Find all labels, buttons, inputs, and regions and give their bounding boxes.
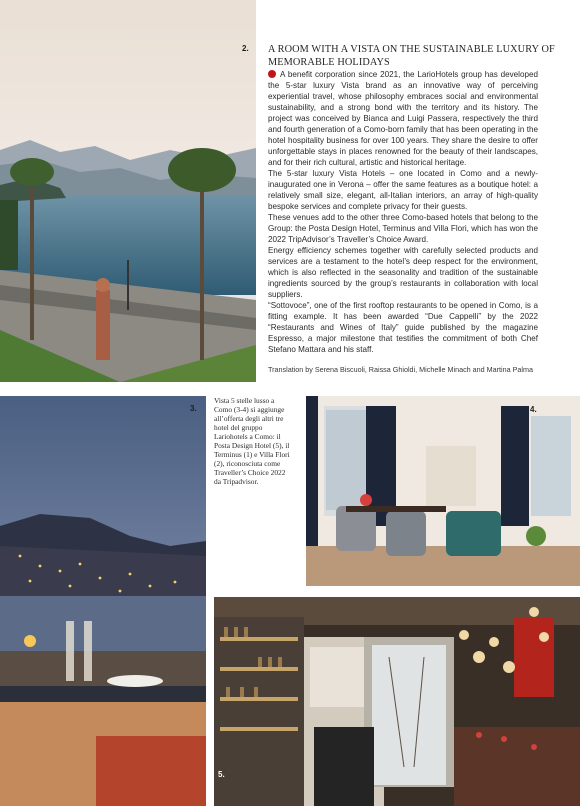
bar-restaurant-photo: [214, 597, 580, 806]
paragraph: A benefit corporation since 2021, the LarioHotels group has developed the 5-star luxury Vista brand as an innovative way of perceiving experiential travel, whose philosophy embraces social and environmental sustainability, and a strong bond with the territory and its history. The project was conceived by Bianca and Luigi Passera, respectively the third and fourth generation of a Como-born family that has been operating in the hotel hospitality business for over 100 years. They share the desire to offer unforgettable stays in places renowned for the beauty of their landscapes, and for their rich cultural, artistic and historical heritage.: [268, 70, 538, 167]
article-number: 2.: [242, 44, 249, 53]
photo-number-4: 4.: [530, 405, 537, 414]
article-title: A ROOM WITH A VISTA ON THE SUSTAINABLE LUXURY OF MEMORABLE HOLIDAYS: [268, 44, 555, 68]
paragraph: Energy efficiency schemes together with carefully selected products and services are a testament to the hotel’s deep respect for the environment, which is also reflected in the seasonality and tradition of the sustainable ingredients sourced by the group’s restaurants in collaboration with local suppliers.: [268, 246, 538, 299]
paragraph: The 5-star luxury Vista Hotels – one located in Como and a newly-inaugurated one in Verona – offer the same features as a boutique hotel: a relatively small size, elegant, all-Italian interiors, an array of high-quality bespoke services and complete privacy for their guests.: [268, 169, 538, 211]
paragraph: These venues add to the other three Como-based hotels that belong to the Group: the Posta Design Hotel, Terminus and Villa Flori, which has won the 2022 TripAdvisor’s Traveller’s Choice Award.: [268, 213, 538, 244]
lake-view-photo: [0, 0, 256, 382]
photo-number-5: 5.: [218, 770, 225, 779]
article-body: [268, 69, 538, 355]
photo-caption: Vista 5 stelle lusso a Como (3-4) si aggiunge all’offerta degli altri tre hotel del gruppo Lariohotels a Como: il Posta Design Hotel (5), il Terminus (1) e Villa Flori (2), riconosciuta come Traveller’s Choice 2022 da Tripadvisor.: [214, 396, 290, 486]
photo-number-3: 3.: [190, 404, 197, 413]
lounge-interior-photo: [306, 396, 580, 586]
translation-credits: Translation by Serena Biscuoli, Raissa Ghioldi, Michelle Minach and Martina Palma: [268, 365, 533, 374]
paragraph: “Sottovoce”, one of the first rooftop restaurants to be opened in Como, is a fitting example. It has been awarded “Due Cappelli” by the 2022 “Restaurants and Wines of Italy” guide published by the magazine Espresso, a major milestone that testifies the commitment of both Chef Stefano Mattara and his staff.: [268, 301, 538, 354]
red-dot-icon: [268, 70, 276, 78]
evening-terrace-photo: [0, 396, 206, 806]
